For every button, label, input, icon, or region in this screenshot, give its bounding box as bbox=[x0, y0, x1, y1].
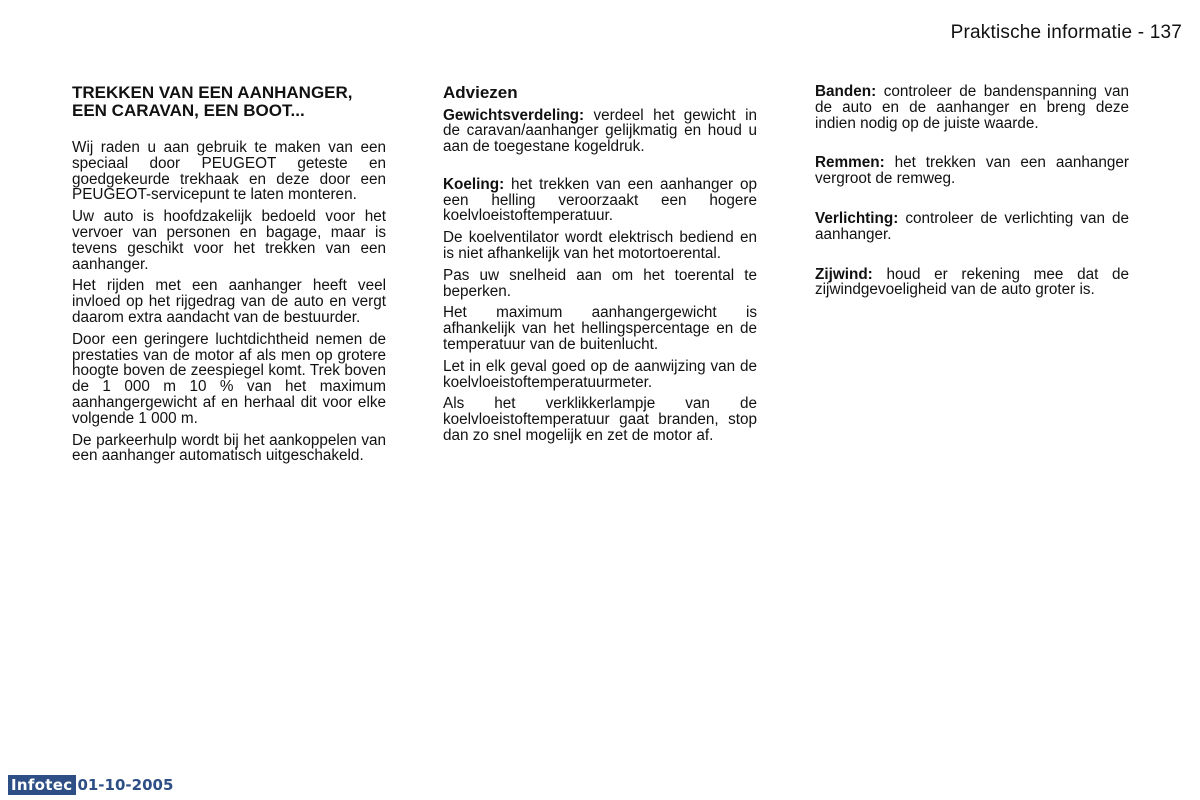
towing-paragraph: Door een geringere luchtdichtheid nemen de prestaties van de motor af als men op grotere hoogte boven de zeespiegel komt. Trek boven de 1 000 m 10 % van het maximum aanhangergewicht af en herhaal dit voor elke volgende 1 000 m. bbox=[72, 330, 386, 427]
check-crosswind bbox=[815, 267, 1129, 299]
footer bbox=[8, 775, 173, 795]
towing-paragraph: Uw auto is hoofdzakelijk bedoeld voor het vervoer van personen en bagage, maar is tevens geschikt voor het trekken van een aanhanger. bbox=[72, 208, 386, 273]
check-brakes bbox=[815, 155, 1129, 187]
weight-text: verdeel het gewicht in de caravan/aanhanger gelijkmatig en houd u aan de toegestane kogeldruk. bbox=[443, 106, 757, 156]
column-advice bbox=[443, 84, 757, 450]
advice-paragraph: Let in elk geval goed op de aanwijzing van de koelvloeistoftemperatuurmeter. bbox=[443, 357, 757, 391]
brakes-label: Remmen: bbox=[815, 154, 885, 172]
tyres-label: Banden: bbox=[815, 83, 877, 100]
towing-paragraph: De parkeerhulp wordt bij het aankoppelen van een aanhanger automatisch uitgeschakeld. bbox=[72, 431, 386, 465]
advice-paragraph: Het maximum aanhangergewicht is afhankelijk van het hellingspercentage en de temperatuur van de buitenlucht. bbox=[443, 304, 757, 354]
column-checks bbox=[815, 84, 1129, 304]
crosswind-label: Zijwind: bbox=[815, 265, 873, 283]
towing-paragraph: Het rijden met een aanhanger heeft veel invloed op het rijgedrag van de auto en vergt daarom extra aandacht van de bestuurder. bbox=[72, 277, 386, 326]
crosswind-text: houd er rekening mee dat de zijwindgevoeligheid van de auto groter is. bbox=[815, 265, 1129, 299]
lighting-label: Verlichting: bbox=[815, 209, 899, 227]
cooling-label: Koeling: bbox=[443, 175, 505, 193]
page-header: Praktische informatie - 137 bbox=[950, 22, 1182, 43]
column-towing bbox=[72, 84, 386, 470]
brakes-text: het trekken van een aanhanger vergroot de remweg. bbox=[815, 154, 1129, 188]
footer-date: 01-10-2005 bbox=[77, 776, 174, 794]
infotec-logo: Infotec bbox=[8, 775, 76, 795]
advice-paragraph: Als het verklikkerlampje van de koelvloeistoftemperatuur gaat branden, stop dan zo snel mogelijk en zet de motor af. bbox=[443, 395, 757, 445]
check-lighting bbox=[815, 211, 1129, 243]
advice-cooling bbox=[443, 177, 757, 224]
tyres-text: controleer de bandenspanning van de auto en de aanhanger en breng deze indien nodig op de juiste waarde. bbox=[815, 83, 1130, 132]
weight-label: Gewichtsverdeling: bbox=[443, 106, 585, 124]
advice-heading: Adviezen bbox=[443, 83, 518, 102]
check-tyres bbox=[815, 84, 1129, 131]
lighting-text: controleer de verlichting van de aanhanger. bbox=[815, 209, 1129, 243]
towing-heading: TREKKEN VAN EEN AANHANGER, EEN CARAVAN, EEN BOOT... bbox=[72, 83, 353, 120]
advice-weight-distribution bbox=[443, 108, 757, 155]
advice-paragraph: De koelventilator wordt elektrisch bediend en is niet afhankelijk van het motortoerental. bbox=[443, 229, 757, 263]
advice-paragraph: Pas uw snelheid aan om het toerental te beperken. bbox=[443, 266, 757, 300]
towing-paragraph: Wij raden u aan gebruik te maken van een speciaal door PEUGEOT geteste en goedgekeurde trekhaak en deze door een PEUGEOT-servicepunt te laten monteren. bbox=[72, 139, 386, 204]
cooling-text: het trekken van een aanhanger op een helling veroorzaakt een hogere koelvloeistoftemperatuur. bbox=[443, 175, 758, 225]
